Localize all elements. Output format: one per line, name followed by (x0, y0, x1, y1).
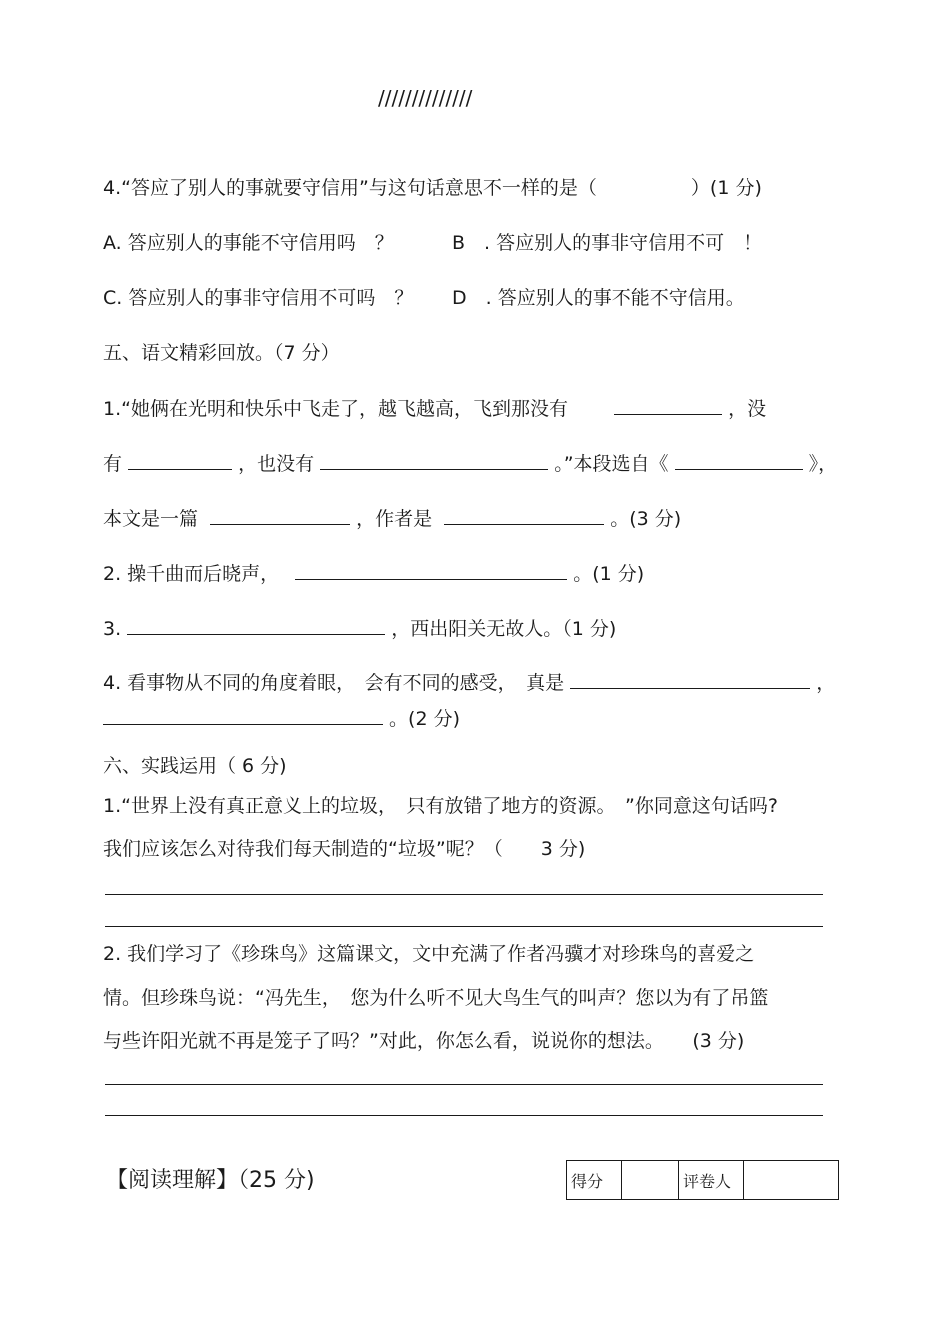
answer-line[interactable] (105, 926, 823, 927)
page-header-marks: ////////////// (378, 86, 473, 110)
s5-q1-line2 (103, 451, 837, 476)
s5-q2-text-b: 。(1 分) (573, 563, 645, 585)
q4-option-b: B . 答应别人的事非守信用不可 ！ (452, 232, 763, 254)
s5-q4-text-a: 4. 看事物从不同的角度着眼， 会有不同的感受， 真是 (103, 672, 565, 694)
answer-blank[interactable] (570, 670, 810, 689)
answer-blank[interactable] (103, 706, 383, 725)
answer-blank[interactable] (320, 451, 548, 470)
answer-blank[interactable] (614, 396, 722, 415)
answer-line[interactable] (105, 894, 823, 895)
q4-stem (103, 176, 762, 200)
reviewer-cell[interactable] (744, 1161, 839, 1200)
s5-q4-text-b: ， (816, 672, 836, 694)
s5-q2-text-a: 2. 操千曲而后晓声， (103, 563, 280, 585)
q4-option-a: A. 答应别人的事能不守信用吗 ？ (103, 232, 394, 254)
score-cell[interactable] (622, 1161, 679, 1200)
s5-q1-text-g: 本文是一篇 (103, 508, 199, 530)
score-label: 得分 (567, 1161, 622, 1200)
answer-blank[interactable] (675, 451, 803, 470)
s5-q1-text-h: ，作者是 (356, 508, 433, 530)
s5-q1-text-b: ，没 (728, 398, 767, 420)
s6-q1-line1: 1.“世界上没有真正意义上的垃圾， 只有放错了地方的资源。 ”你同意这句话吗? (103, 795, 778, 817)
s5-q3 (103, 616, 616, 641)
reviewer-label: 评卷人 (679, 1161, 744, 1200)
s5-q1-text-f: 》， (808, 453, 838, 475)
s5-q1-text-c: 有 (103, 453, 123, 475)
s5-q1-text-i: 。(3 分) (610, 508, 682, 530)
section-6-title: 六、实践运用（ 6 分) (103, 755, 287, 777)
reading-section-title: 【阅读理解】（25 分) (106, 1168, 315, 1193)
section-5-title: 五、语文精彩回放。（7 分） (103, 342, 340, 364)
s5-q4-line2 (103, 706, 460, 731)
s5-q1-line1 (103, 396, 766, 421)
s5-q4-text-c: 。(2 分) (389, 708, 461, 730)
answer-blank[interactable] (128, 451, 232, 470)
s5-q4-line1 (103, 670, 835, 695)
s5-q1-line3 (103, 506, 681, 531)
s5-q1-text-d: ，也没有 (238, 453, 315, 475)
q4-option-c: C. 答应别人的事非守信用不可吗 ？ (103, 287, 414, 309)
score-table (566, 1160, 839, 1200)
q4-stem-close: ）(1 分) (690, 177, 762, 199)
q4-option-d: D . 答应别人的事不能不守信用。 (452, 287, 745, 309)
answer-blank[interactable] (127, 616, 385, 635)
s5-q2 (103, 561, 644, 586)
s5-q1-text-a: 1.“她俩在光明和快乐中飞走了，越飞越高，飞到那没有 (103, 398, 568, 420)
s5-q3-text-a: 3. (103, 618, 122, 640)
answer-line[interactable] (105, 1115, 823, 1116)
s6-q2-line1: 2. 我们学习了《珍珠鸟》这篇课文，文中充满了作者冯骥才对珍珠鸟的喜爱之 (103, 943, 755, 965)
answer-blank[interactable] (210, 506, 350, 525)
answer-line[interactable] (105, 1084, 823, 1085)
answer-blank[interactable] (295, 561, 567, 580)
q4-stem-text: 4.“答应了别人的事就要守信用”与这句话意思不一样的是（ (103, 177, 597, 199)
s5-q3-text-b: ，西出阳关无故人。（1 分) (391, 618, 617, 640)
s6-q2-line3: 与些许阳光就不再是笼子了吗？”对此，你怎么看，说说你的想法。 (3 分) (103, 1030, 745, 1052)
s6-q1-line2: 我们应该怎么对待我们每天制造的“垃圾”呢？（ 3 分) (103, 838, 586, 860)
answer-blank[interactable] (444, 506, 604, 525)
s5-q1-text-e: 。”本段选自《 (554, 453, 669, 475)
s6-q2-line2: 情。但珍珠鸟说：“冯先生， 您为什么听不见大鸟生气的叫声？您以为有了吊篮 (103, 987, 769, 1009)
